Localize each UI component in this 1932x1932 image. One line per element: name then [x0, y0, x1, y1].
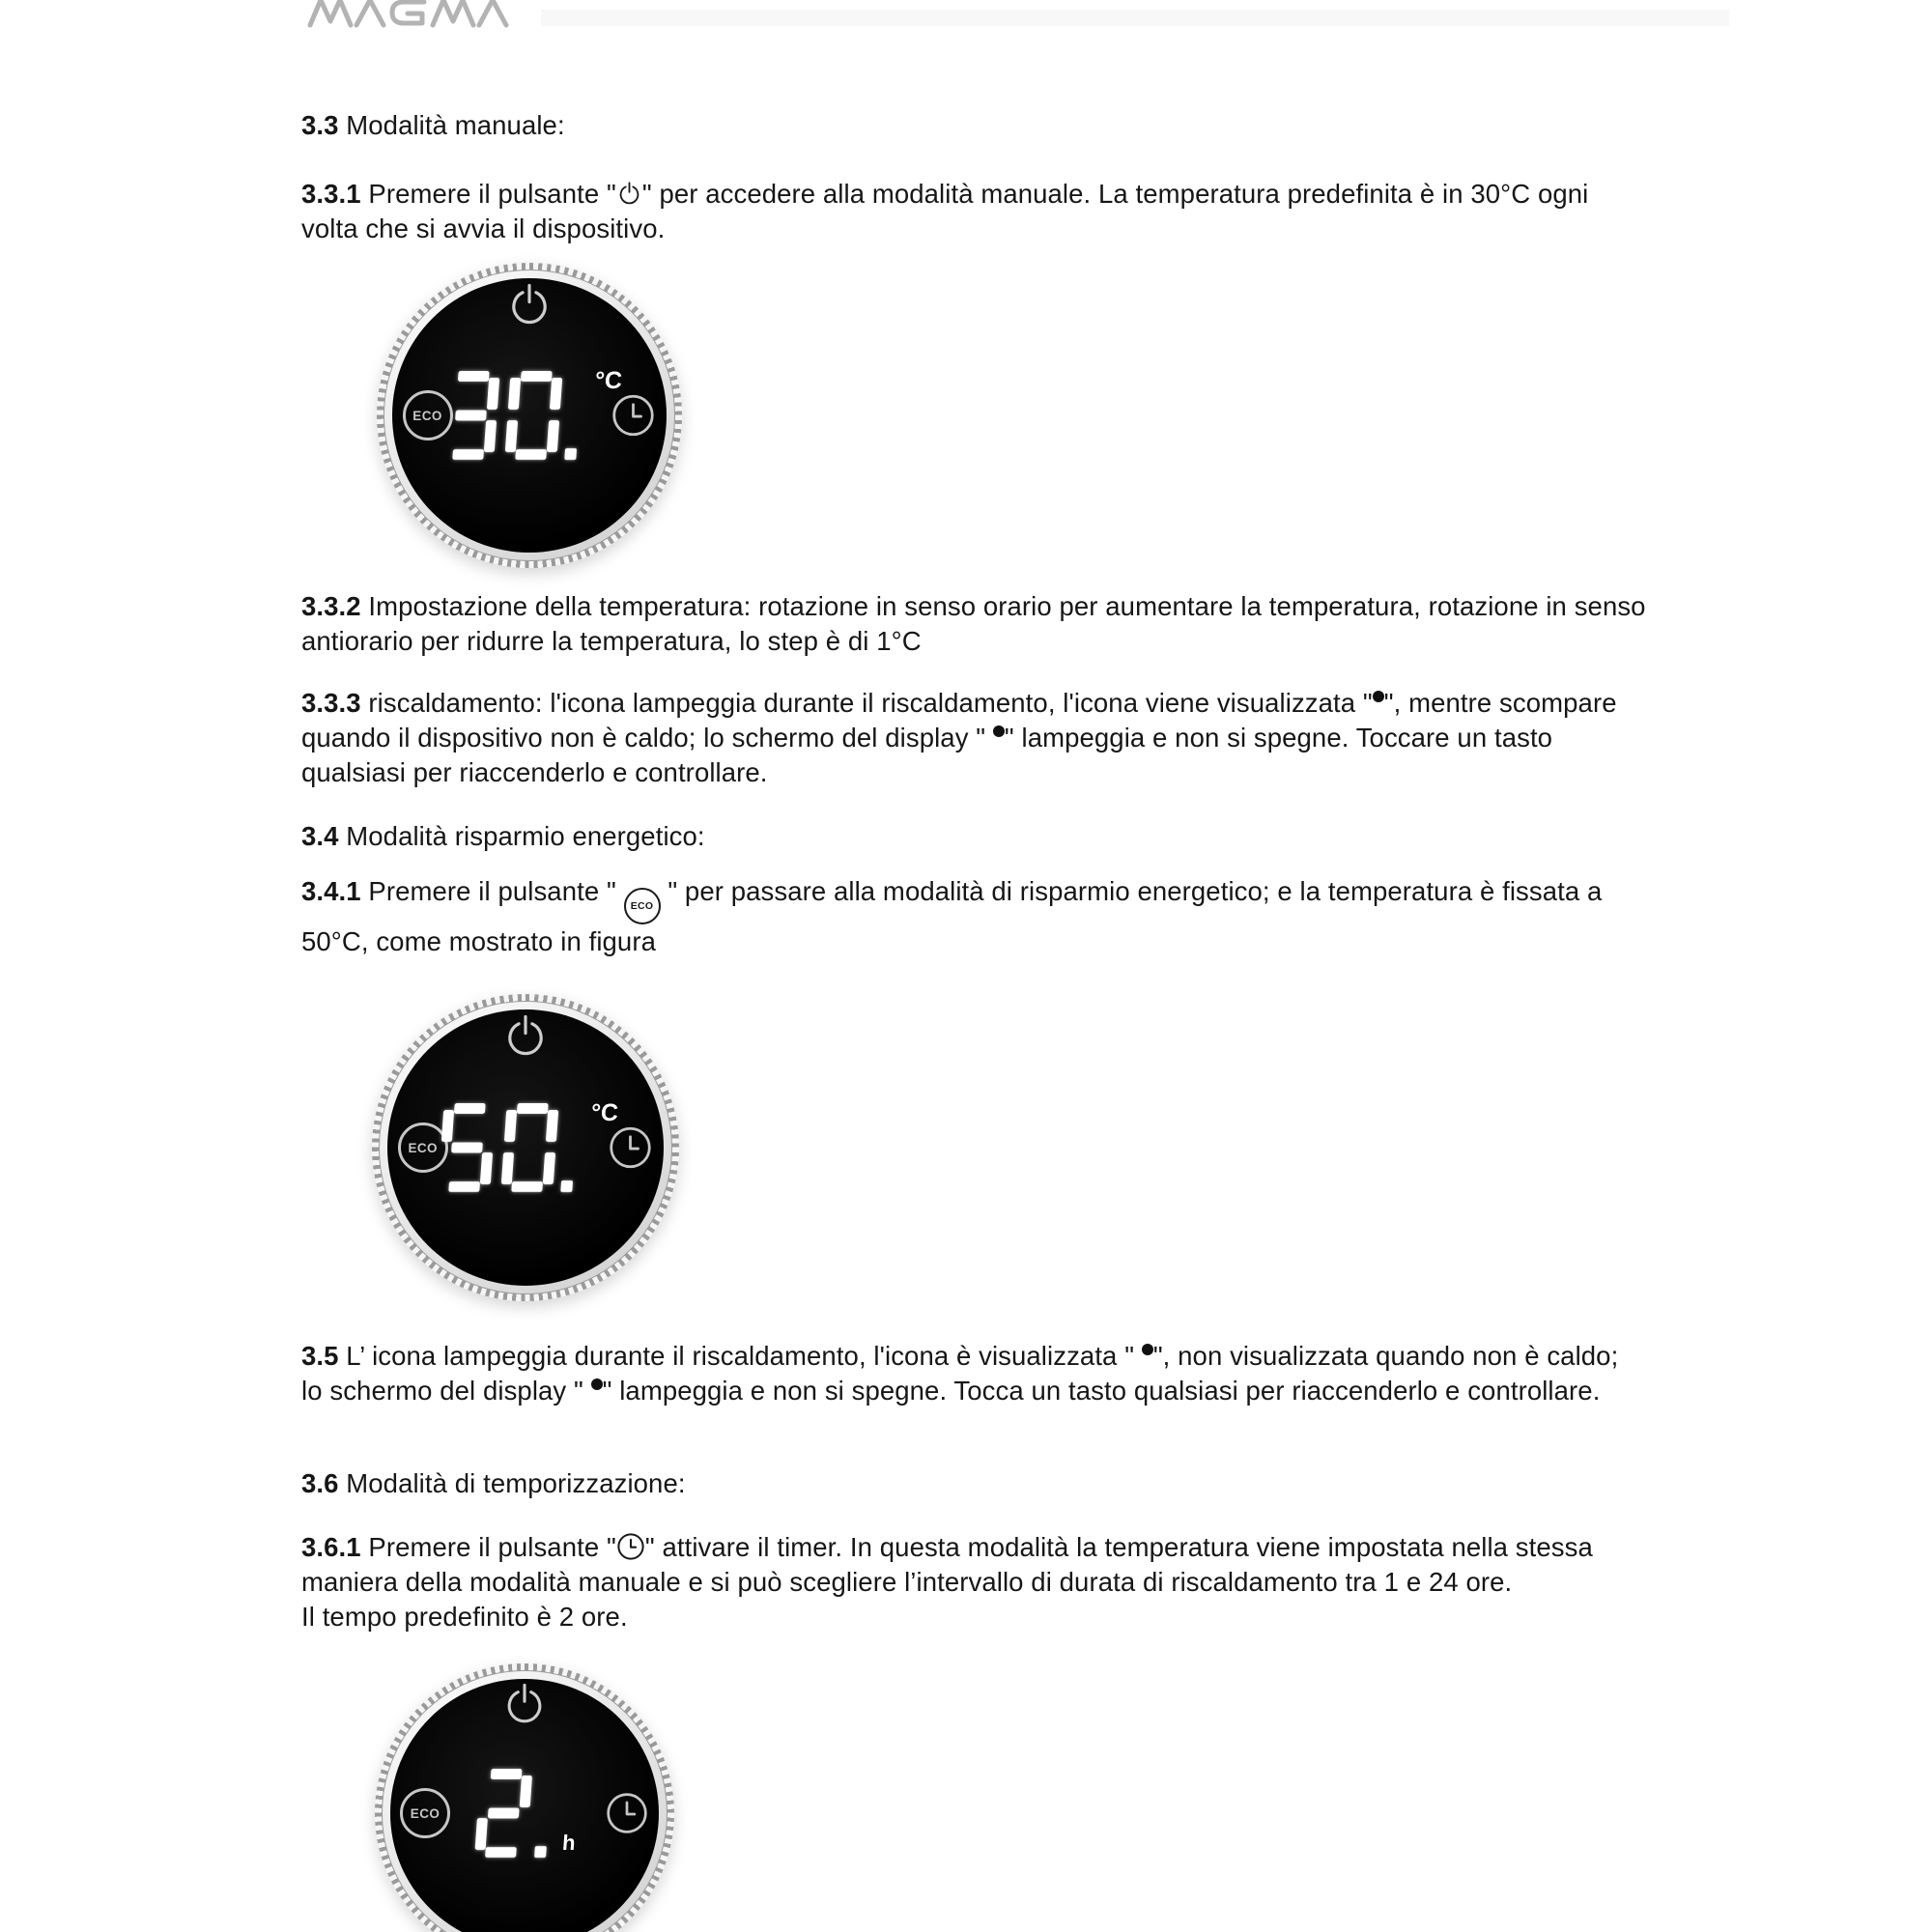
body-text: L’ icona lampeggia durante il riscaldamento, l'icona è visualizzata " [338, 1341, 1142, 1371]
eco-badge: ECO [400, 1788, 450, 1838]
manual-mode-dial [377, 263, 682, 568]
paragraph-3.4.1 [301, 874, 1646, 959]
heat-dot-icon [1373, 691, 1384, 702]
section-number: 3.6 [301, 1468, 339, 1498]
clock-icon [605, 1791, 649, 1835]
body-text: " per passare alla modalità di risparmio energetico; e la temperatura è fissata a 50°C, come mostrato in figura [301, 876, 1603, 956]
dial-figure [377, 263, 1646, 568]
section-heading-3.4 [301, 819, 1646, 854]
section-number: 3.6.1 [301, 1532, 361, 1562]
paragraph-3.3.1 [301, 177, 1646, 246]
logo-letter-a2 [479, 0, 506, 25]
heat-dot-icon [591, 1378, 603, 1390]
power-icon [502, 1014, 550, 1062]
timer-mode-dial [375, 1663, 674, 1932]
body-text: " lampeggia e non si spegne. Toccare un tasto qualsiasi per riaccenderlo e controllare. [301, 723, 1553, 787]
section-heading-3.3 [301, 108, 1646, 143]
temperature-digit [441, 371, 499, 460]
power-icon [616, 182, 642, 208]
unit-label: °C [594, 367, 624, 394]
body-text: Premere il pulsante " [360, 1532, 616, 1562]
section-number: 3.3 [301, 110, 339, 140]
temperature-digit [500, 1103, 558, 1192]
eco-badge: ECO [398, 1122, 448, 1173]
body-text: " lampeggia e non si spegne. Tocca un tasto qualsiasi per riaccenderlo e controllare. [602, 1376, 1601, 1406]
temperature-digit [504, 371, 562, 460]
seven-segment-display [438, 1099, 620, 1192]
decimal-point [534, 1846, 547, 1858]
eco-icon: ECO [624, 888, 661, 924]
body-text: " attivare il timer. In questa modalità la temperatura viene impostata nella stessa maniera della modalità manuale e si può scegliere l’intervallo di durata di riscaldamento tra 1 e 24 ore. [301, 1532, 1593, 1597]
heat-dot-icon [1142, 1344, 1153, 1355]
paragraph-3.3.3 [301, 686, 1646, 790]
unit-label: °C [590, 1099, 620, 1126]
body-text: Modalità manuale: [338, 110, 565, 140]
manual-content [301, 108, 1646, 1932]
paragraph-3.5 [301, 1339, 1646, 1408]
paragraph-3.6.1 [301, 1530, 1646, 1634]
logo-letter-a [356, 0, 384, 25]
timer-digit [474, 1769, 532, 1858]
section-number: 3.3.2 [301, 591, 361, 621]
section-number: 3.4 [301, 821, 339, 851]
heat-dot-icon [993, 725, 1005, 737]
section-number: 3.3.1 [301, 179, 361, 209]
dial-figure [372, 994, 1646, 1301]
body-text: riscaldamento: l'icona lampeggia durante il riscaldamento, l'icona viene visualizzata " [360, 688, 1373, 718]
decimal-point [564, 448, 577, 460]
body-text: Premere il pulsante " [360, 179, 616, 209]
eco-mode-dial [372, 994, 679, 1301]
section-number: 3.3.3 [301, 688, 361, 718]
eco-badge: ECO [403, 390, 453, 440]
section-number: 3.4.1 [301, 876, 361, 906]
decimal-point [560, 1180, 573, 1192]
logo-letter-g [392, 2, 424, 23]
seven-segment-display [441, 367, 624, 460]
clock-icon [616, 1532, 645, 1561]
body-text: " per accedere alla modalità manuale. La temperatura predefinita è in 30°C ogni volta che si avvia il dispositivo. [301, 179, 1589, 243]
logo-letter-m2 [433, 0, 473, 25]
body-text: Impostazione della temperatura: rotazione in senso orario per aumentare la temperatura, rotazione in senso antiorario per ridurre la temperatura, lo step è di 1°C [301, 591, 1646, 656]
paragraph-3.3.2 [301, 589, 1646, 659]
body-text: Modalità risparmio energetico: [338, 821, 705, 851]
body-text: ", mentre scompare quando il dispositivo non è caldo; lo schermo del display " [301, 688, 1617, 753]
temperature-digit [438, 1103, 496, 1192]
body-text: ", non visualizzata quando non è caldo; lo schermo del display " [301, 1341, 1619, 1406]
body-text: Modalità di temporizzazione: [338, 1468, 686, 1498]
body-text: Il tempo predefinito è 2 ore. [301, 1602, 628, 1632]
unit-label: h [561, 1831, 577, 1855]
body-text: Premere il pulsante " [360, 876, 624, 906]
power-icon [506, 283, 554, 330]
magma-logo [307, 0, 515, 28]
section-number: 3.5 [301, 1341, 339, 1371]
power-icon [501, 1683, 548, 1729]
logo-letter-m [310, 0, 351, 25]
dial-figure [375, 1663, 1646, 1932]
section-heading-3.6 [301, 1466, 1646, 1501]
header-divider-bar [541, 10, 1729, 26]
seven-segment-display [474, 1769, 581, 1858]
